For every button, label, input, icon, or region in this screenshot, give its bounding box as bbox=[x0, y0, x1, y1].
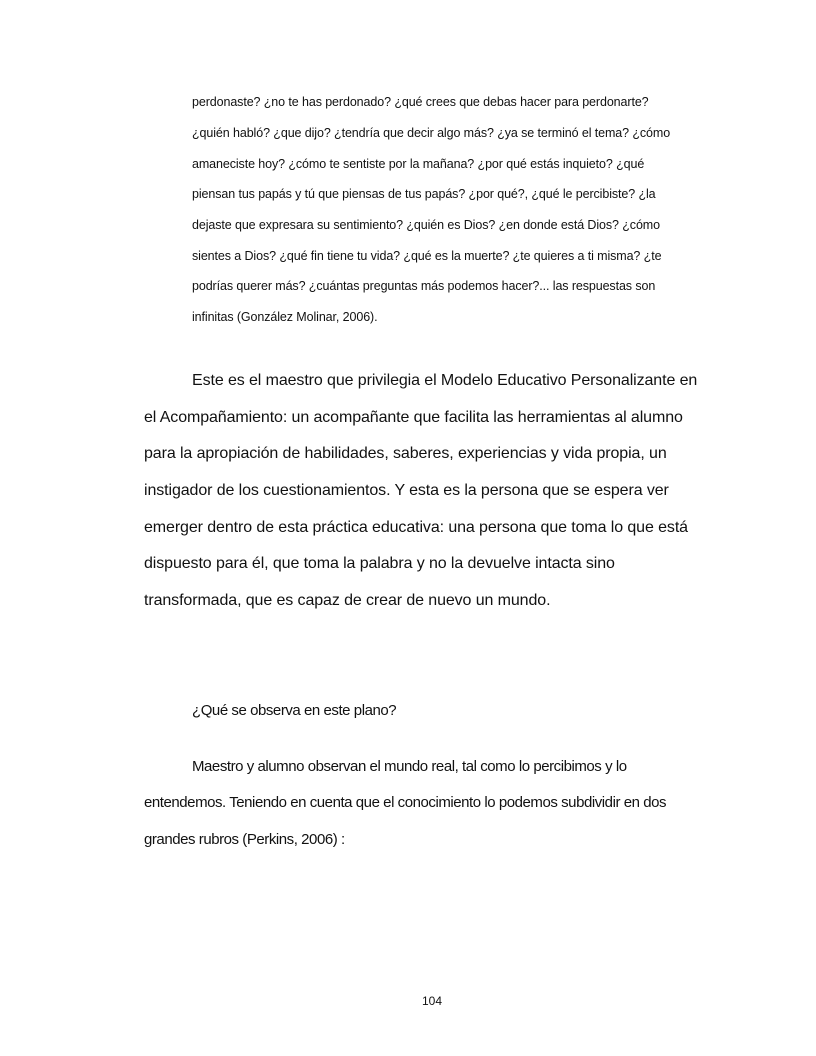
page-number: 104 bbox=[421, 994, 443, 1008]
quote-line: podrías querer más? ¿cuántas preguntas más podemos hacer?... las respuestas son bbox=[192, 279, 656, 293]
paragraph-line: el Acompañamiento: un acompañante que facilita las herramientas al alumno bbox=[144, 409, 683, 426]
paragraph-line: entendemos. Teniendo en cuenta que el conocimiento lo podemos subdividir en dos bbox=[144, 794, 667, 811]
quote-line: ¿quién habló? ¿que dijo? ¿tendría que decir algo más? ¿ya se terminó el tema? ¿cómo bbox=[192, 126, 671, 140]
paragraph-line: instigador de los cuestionamientos. Y esta es la persona que se espera ver bbox=[144, 482, 669, 499]
section-heading: ¿Qué se observa en este plano? bbox=[192, 702, 397, 719]
paragraph-line: transformada, que es capaz de crear de nuevo un mundo. bbox=[144, 592, 551, 609]
quote-line: amaneciste hoy? ¿cómo te sentiste por la mañana? ¿por qué estás inquieto? ¿qué bbox=[192, 157, 645, 171]
quote-line: perdonaste? ¿no te has perdonado? ¿qué crees que debas hacer para perdonarte? bbox=[192, 95, 649, 109]
quote-line: infinitas (González Molinar, 2006). bbox=[192, 310, 378, 324]
quote-line: sientes a Dios? ¿qué fin tiene tu vida? ¿qué es la muerte? ¿te quieres a ti misma? ¿te bbox=[192, 249, 662, 263]
quote-line: dejaste que expresara su sentimiento? ¿quién es Dios? ¿en donde está Dios? ¿cómo bbox=[192, 218, 660, 232]
paragraph-line: Maestro y alumno observan el mundo real, tal como lo percibimos y lo bbox=[192, 758, 627, 775]
paragraph-line: grandes rubros (Perkins, 2006) : bbox=[144, 831, 345, 848]
paragraph-line: emerger dentro de esta práctica educativa: una persona que toma lo que está bbox=[144, 519, 688, 536]
quote-line: piensan tus papás y tú que piensas de tus papás? ¿por qué?, ¿qué le percibiste? ¿la bbox=[192, 187, 656, 201]
paragraph-line: Este es el maestro que privilegia el Modelo Educativo Personalizante en bbox=[192, 372, 698, 389]
paragraph-line: dispuesto para él, que toma la palabra y no la devuelve intacta sino bbox=[144, 555, 615, 572]
paragraph-line: para la apropiación de habilidades, saberes, experiencias y vida propia, un bbox=[144, 445, 667, 462]
